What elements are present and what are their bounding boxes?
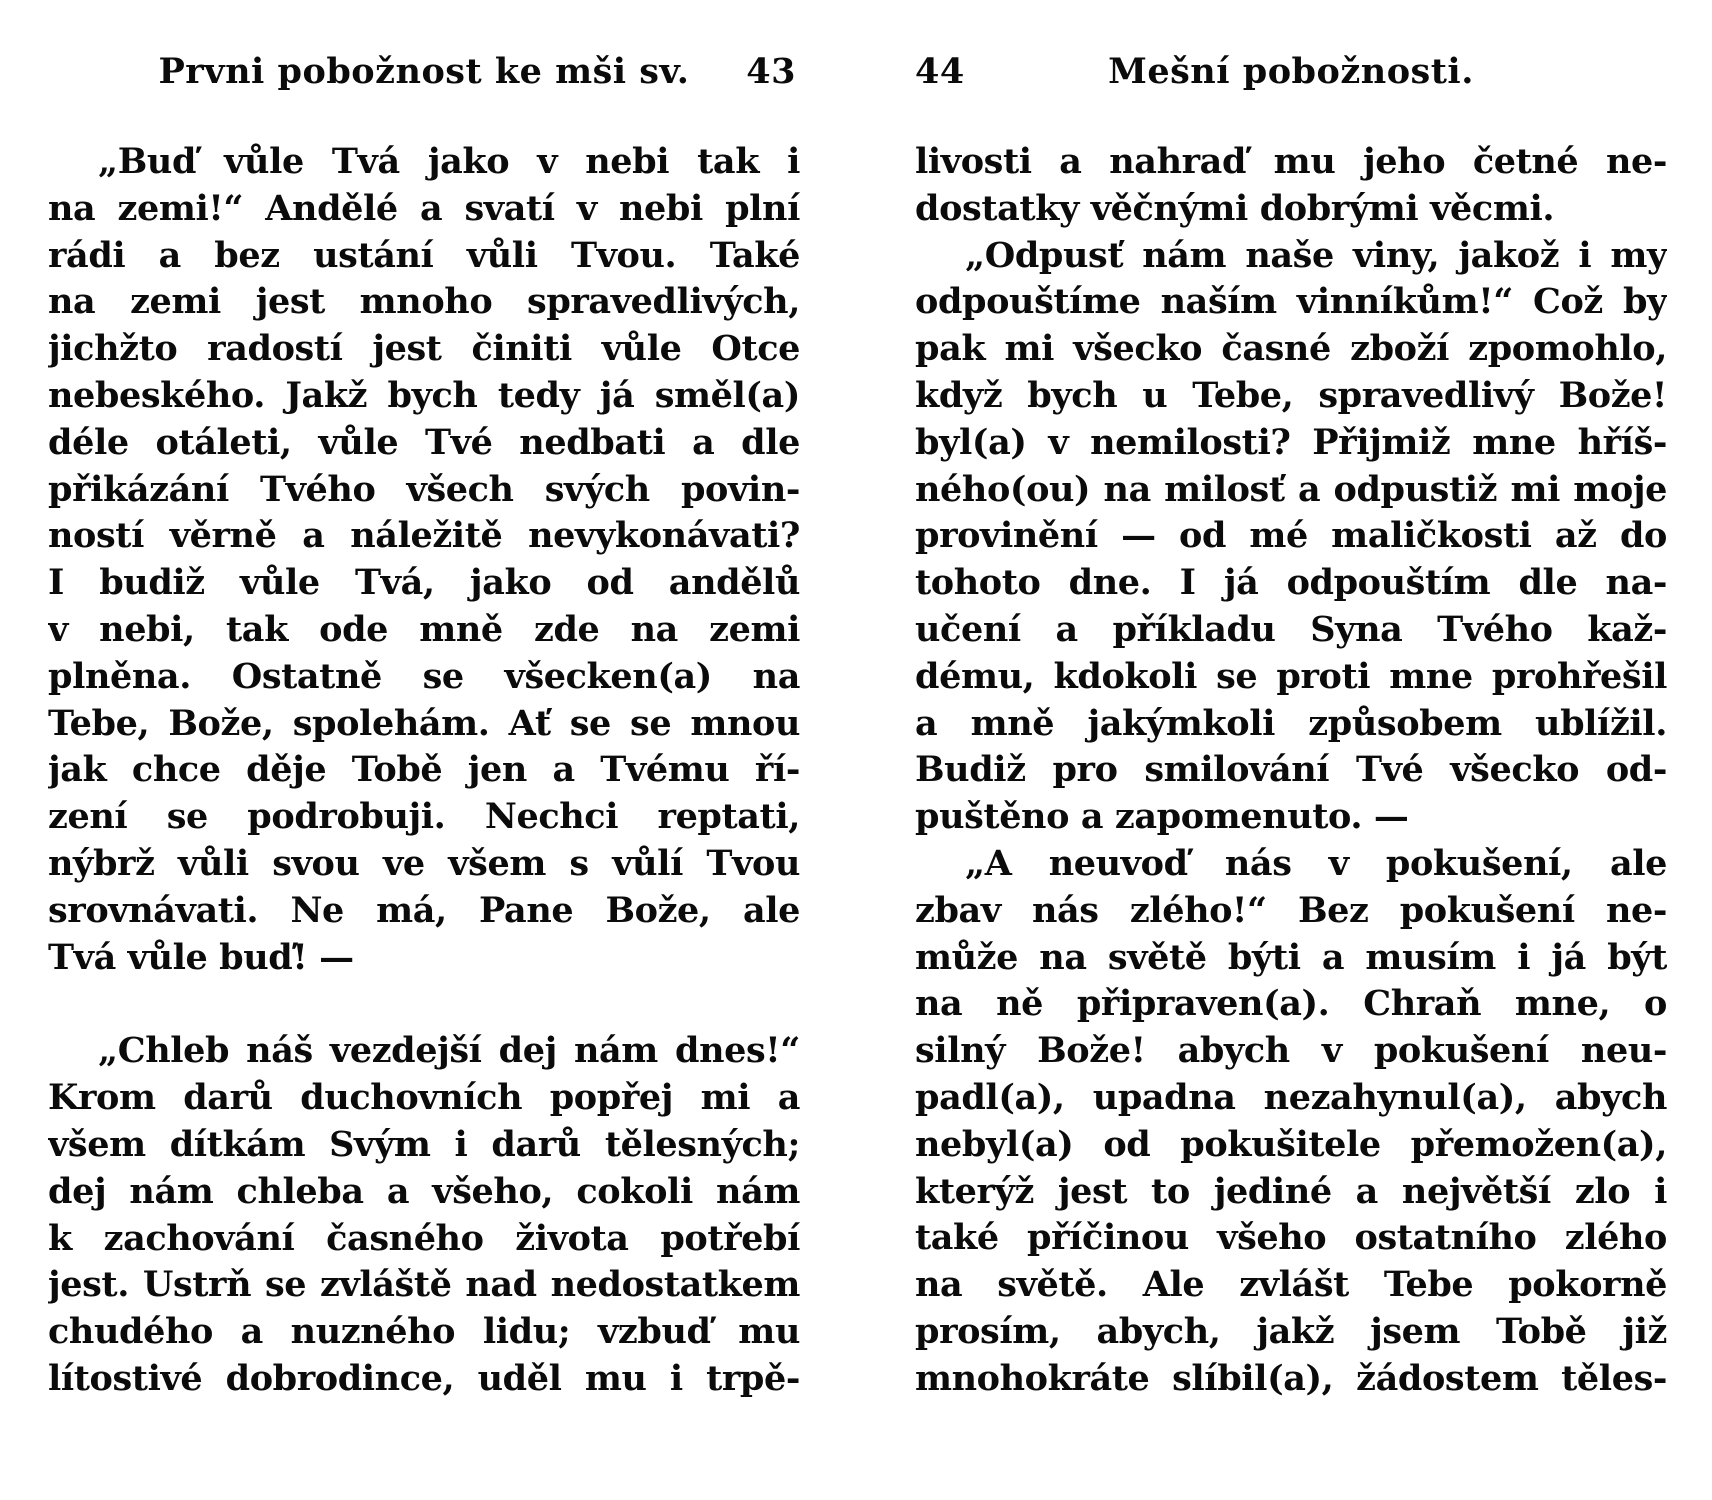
text-line: nebeského. Jakž bych tedy já směl(a) bbox=[48, 374, 800, 416]
text-line: na zemi!“ Andělé a svatí v nebi plní bbox=[48, 187, 800, 229]
text-line: může na světě býti a musím i já být bbox=[915, 936, 1667, 978]
text-line: puštěno a zapomenuto. — bbox=[915, 796, 1409, 838]
text-line: I budiž vůle Tvá, jako od andělů bbox=[48, 562, 800, 604]
text-line: všem dítkám Svým i darů tělesných; bbox=[48, 1123, 800, 1165]
text-line: Tvá vůle buď! — bbox=[48, 936, 354, 978]
page-number: 43 bbox=[746, 51, 796, 92]
text-line: dej nám chleba a všeho, cokoli nám bbox=[48, 1170, 800, 1212]
text-line: když bych u Tebe, spravedlivý Bože! bbox=[915, 374, 1667, 416]
page-header bbox=[915, 48, 1667, 96]
text-line: zení se podrobuji. Nechci reptati, bbox=[48, 796, 800, 838]
text-line: Budiž pro smilování Tvé všecko od- bbox=[915, 749, 1667, 791]
page-header bbox=[48, 48, 800, 96]
page-title: Prvni pobožnost ke mši sv. bbox=[158, 51, 690, 92]
text-line: odpouštíme naším vinníkům!“ Což by bbox=[915, 281, 1667, 323]
text-line: „Chleb náš vezdejší dej nám dnes!“ bbox=[98, 1030, 800, 1072]
text-line: „Odpusť nám naše viny, jakož i my bbox=[965, 234, 1667, 276]
page-43 bbox=[48, 0, 800, 1500]
text-line: plněna. Ostatně se všecken(a) na bbox=[48, 655, 800, 697]
paragraph bbox=[48, 1028, 800, 1402]
text-line: zbav nás zlého!“ Bez pokušení ne- bbox=[915, 889, 1667, 931]
text-line: jak chce děje Tobě jen a Tvému ří- bbox=[48, 749, 800, 791]
paragraph bbox=[915, 841, 1667, 1403]
text-line: chudého a nuzného lidu; vzbuď mu bbox=[48, 1311, 800, 1353]
text-line: livosti a nahraď mu jeho četné ne- bbox=[915, 141, 1667, 182]
paragraph bbox=[48, 139, 800, 981]
page-44 bbox=[915, 0, 1667, 1500]
text-line: prosím, abych, jakž jsem Tobě již bbox=[915, 1310, 1667, 1352]
text-line: k zachování časného života potřebí bbox=[48, 1217, 800, 1259]
text-line: nýbrž vůli svou ve všem s vůlí Tvou bbox=[48, 842, 800, 884]
text-line: ného(ou) na milosť a odpustiž mi moje bbox=[915, 468, 1667, 510]
text-line: provinění — od mé maličkosti až do bbox=[915, 515, 1667, 557]
text-line: na ně připraven(a). Chraň mne, o bbox=[915, 983, 1667, 1025]
page-body bbox=[915, 139, 1667, 1403]
text-line: jichžto radostí jest činiti vůle Otce bbox=[48, 328, 800, 370]
text-line: Tebe, Bože, spolehám. Ať se se mnou bbox=[48, 702, 800, 744]
paragraph bbox=[915, 233, 1667, 841]
text-line: mnohokráte slíbil(a), žádostem těles- bbox=[915, 1357, 1667, 1399]
text-line: dostatky věčnými dobrými věcmi. bbox=[915, 187, 1555, 229]
text-line: rádi a bez ustání vůli Tvou. Také bbox=[48, 234, 800, 276]
text-line: přikázání Tvého všech svých povin- bbox=[48, 468, 800, 510]
text-line: lítostivé dobrodince, uděl mu i trpě- bbox=[48, 1357, 800, 1399]
text-line: a mně jakýmkoli způsobem ublížil. bbox=[915, 702, 1667, 744]
text-line: v nebi, tak ode mně zde na zemi bbox=[48, 608, 800, 650]
text-line: padl(a), upadna nezahynul(a), abych bbox=[915, 1076, 1667, 1118]
text-line: nebyl(a) od pokušitele přemožen(a), bbox=[915, 1123, 1667, 1165]
page-number: 44 bbox=[915, 51, 965, 92]
text-line: učení a příkladu Syna Tvého kaž- bbox=[915, 608, 1667, 650]
text-line: jest. Ustrň se zvláště nad nedostatkem bbox=[48, 1264, 800, 1306]
text-line: na světě. Ale zvlášt Tebe pokorně bbox=[915, 1264, 1667, 1306]
text-line: tohoto dne. I já odpouštím dle na- bbox=[915, 562, 1667, 604]
text-line: byl(a) v nemilosti? Přijmiž mne hříš- bbox=[915, 421, 1667, 463]
page-title: Mešní pobožnosti. bbox=[1108, 51, 1474, 92]
text-line: „Buď vůle Tvá jako v nebi tak i bbox=[98, 141, 800, 182]
text-line: déle otáleti, vůle Tvé nedbati a dle bbox=[48, 421, 800, 463]
text-line: také příčinou všeho ostatního zlého bbox=[915, 1217, 1667, 1259]
paragraph bbox=[915, 139, 1667, 233]
text-line: srovnávati. Ne má, Pane Bože, ale bbox=[48, 889, 800, 931]
text-line: na zemi jest mnoho spravedlivých, bbox=[48, 281, 800, 323]
text-line: Krom darů duchovních popřej mi a bbox=[48, 1077, 800, 1119]
text-line: silný Bože! abych v pokušení neu- bbox=[915, 1030, 1667, 1072]
text-line: kterýž jest to jediné a největší zlo i bbox=[915, 1170, 1667, 1212]
page-body bbox=[48, 139, 800, 1403]
text-line: pak mi všecko časné zboží zpomohlo, bbox=[915, 328, 1667, 370]
text-line: „A neuvoď nás v pokušení, ale bbox=[965, 842, 1667, 884]
text-line: ností věrně a náležitě nevykonávati? bbox=[48, 515, 800, 557]
text-line: dému, kdokoli se proti mne prohřešil bbox=[915, 655, 1667, 697]
